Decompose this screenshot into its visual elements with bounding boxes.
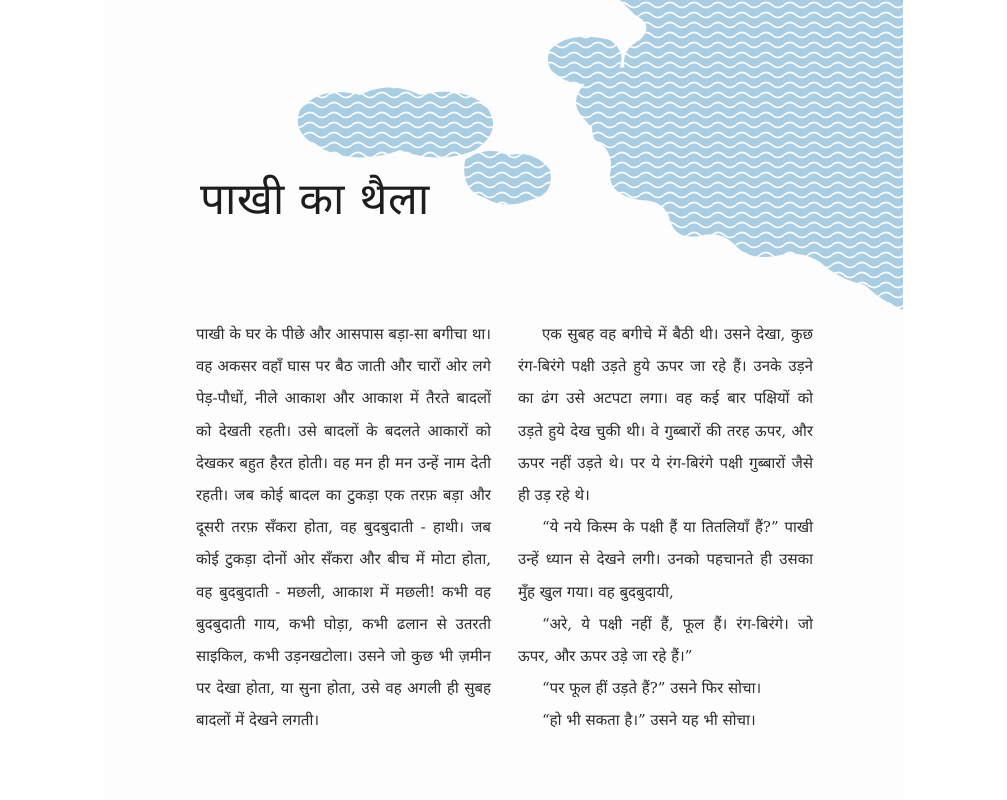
- paragraph: एक सुबह वह बगीचे में बैठी थी। उसने देखा, कुछ रंग-बिरंगे पक्षी उड़ते हुये ऊपर जा रहे हैं। उनके उड़ने का ढंग उसे अटपटा लगा। वह कई बार पक्षियों को उड़ते हुये देख चुकी थी। वे गुब्बारों की तरह ऊपर, और ऊपर नहीं उड़ते थे। पर ये रंग-बिरंगे पक्षी गुब्बारों जैसे ही उड़ रहे थे।: [518, 325, 813, 505]
- right-column: [518, 318, 813, 737]
- paragraph: “पर फूल हीं उड़ते हैं?” उसने फिर सोचा।: [542, 679, 762, 698]
- paragraph: पाखी के घर के पीछे और आसपास बड़ा-सा बगीचा था। वह अकसर वहाँ घास पर बैठ जाती और चारों ओर लगे पेड़-पौधों, नीले आकाश और आकाश में तैरते बादलों को देखती रहती। उसे बादलों के बदलते आकारों को देखकर बहुत हैरत होती। वह मन ही मन उन्हें नाम देती रहती। जब कोई बादल का टुकड़ा एक तरफ़ बड़ा और दूसरी तरफ़ सँकरा होता, वह बुदबुदाती - हाथी। जब कोई टुकड़ा दोनों ओर सँकरा और बीच में मोटा होता, वह बुदबुदाती - मछली, आकाश में मछली! कभी वह बुदबुदाती गाय, कभी घोड़ा, कभी ढलान से उतरती साइकिल, कभी उड़नखटोला। उसने जो कुछ भी ज़मीन पर देखा होता, या सुना होता, उसे वह अगली ही सुबह बादलों में देखने लगती।: [196, 325, 491, 730]
- paragraph: “ये नये किस्म के पक्षी हैं या तितलियाँ हैं?” पाखी उन्हें ध्यान से देखने लगी। उनको पहचानते ही उसका मुँह खुल गया। वह बुदबुदायी,: [518, 518, 813, 601]
- paragraph: “हो भी सकता है।” उसने यह भी सोचा।: [542, 711, 756, 730]
- paragraph: “अरे, ये पक्षी नहीं हैं, फूल हैं। रंग-बिरंगे। जो ऊपर, और ऊपर उड़े जा रहे हैं।”: [518, 614, 813, 666]
- cloud-illustration: [280, 0, 903, 320]
- cloud-shapes: [298, 0, 903, 310]
- left-column: [196, 318, 491, 737]
- story-title: पाखी का थैला: [200, 174, 430, 225]
